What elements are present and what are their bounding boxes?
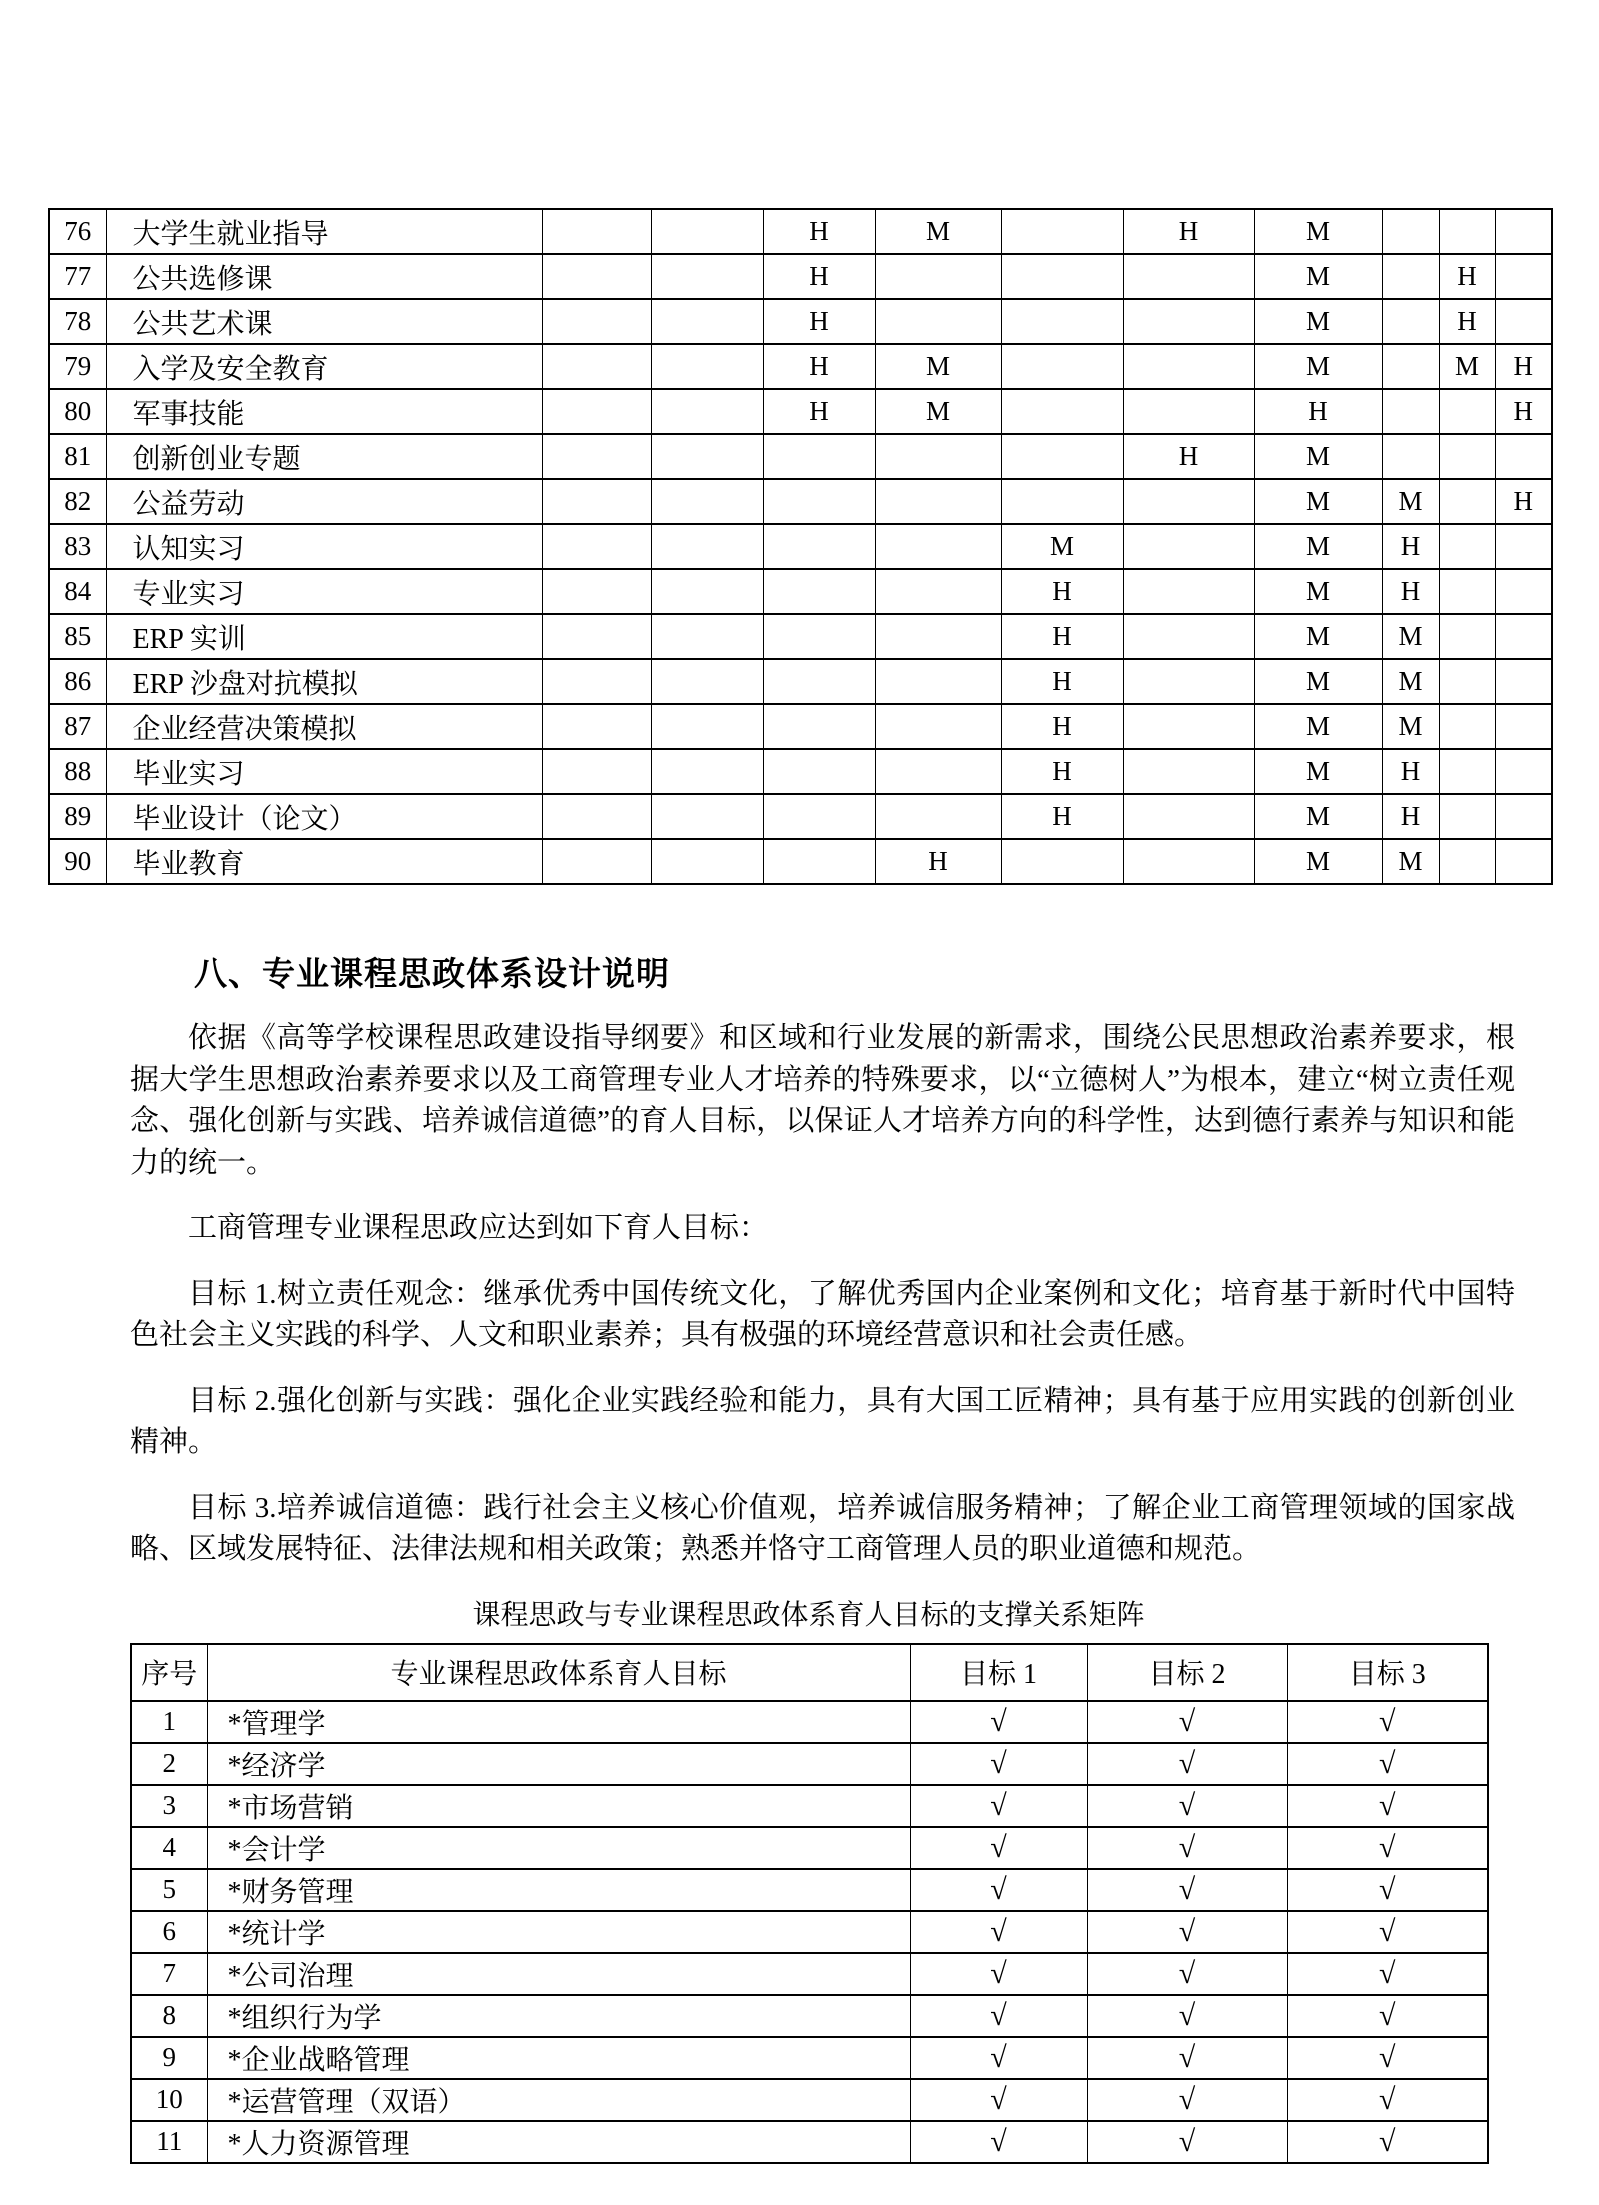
row-number-cell: 88: [49, 749, 106, 794]
row-number-cell: 81: [49, 434, 106, 479]
empty-cell: [1495, 704, 1552, 749]
matrix-table-row: [49, 839, 1552, 884]
support-level-cell: M: [1254, 344, 1382, 389]
row-number-cell: 76: [49, 209, 106, 254]
curriculum-matrix-table: [48, 208, 1553, 885]
row-number-cell: 7: [131, 1953, 207, 1995]
support-header-goal-2: 目标 2: [1087, 1644, 1287, 1701]
support-level-cell: M: [1439, 344, 1495, 389]
support-level-cell: H: [763, 389, 875, 434]
empty-cell: [542, 254, 651, 299]
checkmark-cell: √: [1287, 1743, 1488, 1785]
course-name-cell: *管理学: [207, 1701, 910, 1743]
empty-cell: [1123, 659, 1254, 704]
empty-cell: [1495, 569, 1552, 614]
empty-cell: [1382, 389, 1439, 434]
row-number-cell: 2: [131, 1743, 207, 1785]
empty-cell: [651, 704, 763, 749]
support-level-cell: H: [1001, 794, 1123, 839]
row-number-cell: 10: [131, 2079, 207, 2121]
matrix-table-row: [49, 434, 1552, 479]
matrix-table-row: [49, 389, 1552, 434]
course-name-cell: 毕业实习: [106, 749, 542, 794]
empty-cell: [542, 389, 651, 434]
matrix-table-row: [49, 524, 1552, 569]
checkmark-cell: √: [1287, 1827, 1488, 1869]
support-table-row: [131, 1953, 1488, 1995]
checkmark-cell: √: [910, 1911, 1087, 1953]
empty-cell: [1123, 299, 1254, 344]
support-table-row: [131, 1785, 1488, 1827]
support-header-courses: 专业课程思政体系育人目标: [207, 1644, 910, 1701]
matrix-table-row: [49, 704, 1552, 749]
empty-cell: [1382, 299, 1439, 344]
support-level-cell: M: [1254, 479, 1382, 524]
support-level-cell: M: [1254, 749, 1382, 794]
support-level-cell: M: [1254, 704, 1382, 749]
support-level-cell: M: [1254, 209, 1382, 254]
empty-cell: [651, 254, 763, 299]
course-name-cell: *企业战略管理: [207, 2037, 910, 2079]
support-table-header-row: [131, 1644, 1488, 1701]
empty-cell: [1495, 614, 1552, 659]
checkmark-cell: √: [1287, 1995, 1488, 2037]
empty-cell: [763, 479, 875, 524]
empty-cell: [1495, 524, 1552, 569]
support-table-row: [131, 1701, 1488, 1743]
support-table-row: [131, 1827, 1488, 1869]
empty-cell: [542, 749, 651, 794]
support-header-no: 序号: [131, 1644, 207, 1701]
empty-cell: [1001, 209, 1123, 254]
row-number-cell: 82: [49, 479, 106, 524]
support-level-cell: M: [1382, 614, 1439, 659]
empty-cell: [1439, 479, 1495, 524]
empty-cell: [1495, 299, 1552, 344]
support-level-cell: M: [875, 209, 1001, 254]
checkmark-cell: √: [1287, 2121, 1488, 2163]
empty-cell: [875, 659, 1001, 704]
checkmark-cell: √: [910, 1995, 1087, 2037]
empty-cell: [651, 344, 763, 389]
checkmark-cell: √: [1287, 1869, 1488, 1911]
empty-cell: [1439, 839, 1495, 884]
matrix-table-row: [49, 254, 1552, 299]
empty-cell: [763, 794, 875, 839]
support-table-row: [131, 1995, 1488, 2037]
checkmark-cell: √: [910, 1743, 1087, 1785]
checkmark-cell: √: [910, 1785, 1087, 1827]
checkmark-cell: √: [1287, 1911, 1488, 1953]
checkmark-cell: √: [1087, 1911, 1287, 1953]
empty-cell: [1382, 344, 1439, 389]
checkmark-cell: √: [1087, 2079, 1287, 2121]
empty-cell: [763, 434, 875, 479]
checkmark-cell: √: [910, 1827, 1087, 1869]
matrix-table-row: [49, 659, 1552, 704]
checkmark-cell: √: [1087, 2037, 1287, 2079]
empty-cell: [1439, 389, 1495, 434]
support-level-cell: M: [1254, 614, 1382, 659]
checkmark-cell: √: [1087, 1785, 1287, 1827]
empty-cell: [1439, 209, 1495, 254]
empty-cell: [1439, 659, 1495, 704]
support-level-cell: H: [763, 344, 875, 389]
course-name-cell: 军事技能: [106, 389, 542, 434]
support-level-cell: H: [1123, 209, 1254, 254]
empty-cell: [542, 839, 651, 884]
checkmark-cell: √: [1287, 2079, 1488, 2121]
paragraph-intro: 依据《高等学校课程思政建设指导纲要》和区域和行业发展的新需求，围绕公民思想政治素养要求，根据大学生思想政治素养要求以及工商管理专业人才培养的特殊要求，以“立德树人”为根本，建立“树立责任观念、强化创新与实践、培养诚信道德”的育人目标，以保证人才培养方向的科学性，达到德行素养与知识和能力的统一。: [130, 1022, 1515, 1179]
support-level-cell: M: [1382, 704, 1439, 749]
row-number-cell: 83: [49, 524, 106, 569]
support-level-cell: H: [1439, 254, 1495, 299]
empty-cell: [542, 434, 651, 479]
course-name-cell: *统计学: [207, 1911, 910, 1953]
row-number-cell: 9: [131, 2037, 207, 2079]
course-name-cell: *组织行为学: [207, 1995, 910, 2037]
checkmark-cell: √: [1087, 2121, 1287, 2163]
empty-cell: [1123, 344, 1254, 389]
row-number-cell: 85: [49, 614, 106, 659]
matrix-table-row: [49, 344, 1552, 389]
checkmark-cell: √: [1087, 1743, 1287, 1785]
support-level-cell: H: [1495, 479, 1552, 524]
support-header-goal-3: 目标 3: [1287, 1644, 1488, 1701]
support-level-cell: M: [1001, 524, 1123, 569]
empty-cell: [542, 614, 651, 659]
checkmark-cell: √: [1087, 1827, 1287, 1869]
row-number-cell: 8: [131, 1995, 207, 2037]
empty-cell: [651, 389, 763, 434]
checkmark-cell: √: [910, 1869, 1087, 1911]
empty-cell: [1495, 794, 1552, 839]
empty-cell: [1439, 614, 1495, 659]
course-name-cell: *公司治理: [207, 1953, 910, 1995]
checkmark-cell: √: [910, 1701, 1087, 1743]
support-table-row: [131, 2037, 1488, 2079]
support-level-cell: H: [1001, 749, 1123, 794]
empty-cell: [875, 704, 1001, 749]
empty-cell: [1382, 434, 1439, 479]
empty-cell: [1382, 209, 1439, 254]
support-level-cell: M: [1382, 839, 1439, 884]
support-level-cell: M: [1254, 254, 1382, 299]
empty-cell: [651, 524, 763, 569]
support-level-cell: M: [1382, 479, 1439, 524]
checkmark-cell: √: [1287, 1785, 1488, 1827]
row-number-cell: 11: [131, 2121, 207, 2163]
support-level-cell: H: [1001, 659, 1123, 704]
matrix-table-row: [49, 479, 1552, 524]
empty-cell: [651, 794, 763, 839]
support-level-cell: H: [875, 839, 1001, 884]
empty-cell: [1495, 254, 1552, 299]
empty-cell: [1439, 524, 1495, 569]
empty-cell: [875, 254, 1001, 299]
matrix-table-row: [49, 569, 1552, 614]
course-name-cell: 创新创业专题: [106, 434, 542, 479]
support-level-cell: H: [1382, 794, 1439, 839]
row-number-cell: 3: [131, 1785, 207, 1827]
section-heading: 八、专业课程思政体系设计说明: [194, 955, 670, 992]
checkmark-cell: √: [1087, 1869, 1287, 1911]
support-level-cell: H: [1382, 524, 1439, 569]
empty-cell: [1495, 839, 1552, 884]
row-number-cell: 79: [49, 344, 106, 389]
support-matrix-table: [130, 1643, 1489, 2164]
checkmark-cell: √: [1287, 2037, 1488, 2079]
empty-cell: [1001, 254, 1123, 299]
section-course-ideology-design: [130, 951, 1515, 2164]
course-name-cell: 大学生就业指导: [106, 209, 542, 254]
row-number-cell: 86: [49, 659, 106, 704]
support-level-cell: H: [763, 299, 875, 344]
course-name-cell: *经济学: [207, 1743, 910, 1785]
checkmark-cell: √: [910, 1953, 1087, 1995]
empty-cell: [651, 749, 763, 794]
checkmark-cell: √: [1087, 1953, 1287, 1995]
empty-cell: [542, 794, 651, 839]
course-name-cell: 公共艺术课: [106, 299, 542, 344]
course-name-cell: ERP 沙盘对抗模拟: [106, 659, 542, 704]
empty-cell: [875, 479, 1001, 524]
empty-cell: [1439, 749, 1495, 794]
empty-cell: [1123, 614, 1254, 659]
support-level-cell: M: [1254, 659, 1382, 704]
empty-cell: [875, 299, 1001, 344]
row-number-cell: 84: [49, 569, 106, 614]
empty-cell: [763, 704, 875, 749]
paragraph-goal-3: 目标 3.培养诚信道德：践行社会主义核心价值观，培养诚信服务精神；了解企业工商管理领域的国家战略、区域发展特征、法律法规和相关政策；熟悉并恪守工商管理人员的职业道德和规范。: [130, 1491, 1515, 1565]
empty-cell: [1001, 389, 1123, 434]
support-level-cell: H: [1382, 569, 1439, 614]
course-name-cell: 毕业设计（论文）: [106, 794, 542, 839]
matrix-table-row: [49, 209, 1552, 254]
empty-cell: [763, 659, 875, 704]
support-level-cell: H: [1495, 344, 1552, 389]
matrix-table-row: [49, 794, 1552, 839]
paragraph-goal-1: 目标 1.树立责任观念：继承优秀中国传统文化，了解优秀国内企业案例和文化；培育基于新时代中国特色社会主义实践的科学、人文和职业素养；具有极强的环境经营意识和社会责任感。: [130, 1277, 1515, 1351]
support-level-cell: H: [1382, 749, 1439, 794]
empty-cell: [1001, 479, 1123, 524]
course-name-cell: *人力资源管理: [207, 2121, 910, 2163]
course-name-cell: 企业经营决策模拟: [106, 704, 542, 749]
support-level-cell: M: [1254, 524, 1382, 569]
support-level-cell: H: [763, 254, 875, 299]
row-number-cell: 5: [131, 1869, 207, 1911]
paragraph-goals-lead: 工商管理专业课程思政应达到如下育人目标：: [188, 1212, 769, 1244]
matrix-table-row: [49, 614, 1552, 659]
empty-cell: [651, 569, 763, 614]
support-level-cell: M: [1254, 839, 1382, 884]
checkmark-cell: √: [1287, 1701, 1488, 1743]
support-level-cell: M: [1254, 569, 1382, 614]
course-name-cell: 入学及安全教育: [106, 344, 542, 389]
empty-cell: [542, 479, 651, 524]
empty-cell: [875, 794, 1001, 839]
row-number-cell: 4: [131, 1827, 207, 1869]
matrix-table-row: [49, 299, 1552, 344]
support-level-cell: H: [763, 209, 875, 254]
support-level-cell: M: [1254, 299, 1382, 344]
row-number-cell: 78: [49, 299, 106, 344]
empty-cell: [542, 524, 651, 569]
support-table-caption: 课程思政与专业课程思政体系育人目标的支撑关系矩阵: [472, 1599, 1145, 1631]
empty-cell: [651, 434, 763, 479]
support-level-cell: H: [1001, 704, 1123, 749]
empty-cell: [651, 299, 763, 344]
support-level-cell: M: [1254, 434, 1382, 479]
course-name-cell: *运营管理（双语）: [207, 2079, 910, 2121]
checkmark-cell: √: [910, 2121, 1087, 2163]
empty-cell: [651, 479, 763, 524]
empty-cell: [1439, 794, 1495, 839]
support-header-goal-1: 目标 1: [910, 1644, 1087, 1701]
support-table-row: [131, 2121, 1488, 2163]
row-number-cell: 80: [49, 389, 106, 434]
empty-cell: [1123, 479, 1254, 524]
empty-cell: [1123, 524, 1254, 569]
checkmark-cell: √: [910, 2079, 1087, 2121]
empty-cell: [1123, 389, 1254, 434]
support-level-cell: M: [875, 389, 1001, 434]
support-table-row: [131, 2079, 1488, 2121]
empty-cell: [542, 209, 651, 254]
empty-cell: [1382, 254, 1439, 299]
checkmark-cell: √: [1287, 1953, 1488, 1995]
empty-cell: [1495, 659, 1552, 704]
empty-cell: [1001, 344, 1123, 389]
row-number-cell: 89: [49, 794, 106, 839]
support-level-cell: H: [1439, 299, 1495, 344]
support-table-row: [131, 1869, 1488, 1911]
course-name-cell: 公益劳动: [106, 479, 542, 524]
empty-cell: [1123, 839, 1254, 884]
course-name-cell: *市场营销: [207, 1785, 910, 1827]
course-name-cell: 认知实习: [106, 524, 542, 569]
support-level-cell: H: [1254, 389, 1382, 434]
support-level-cell: H: [1123, 434, 1254, 479]
course-name-cell: 公共选修课: [106, 254, 542, 299]
empty-cell: [651, 209, 763, 254]
empty-cell: [763, 524, 875, 569]
row-number-cell: 87: [49, 704, 106, 749]
empty-cell: [542, 704, 651, 749]
empty-cell: [1001, 839, 1123, 884]
empty-cell: [1123, 749, 1254, 794]
empty-cell: [542, 659, 651, 704]
empty-cell: [763, 614, 875, 659]
empty-cell: [1123, 569, 1254, 614]
support-level-cell: H: [1495, 389, 1552, 434]
empty-cell: [1495, 209, 1552, 254]
course-name-cell: 毕业教育: [106, 839, 542, 884]
course-name-cell: *财务管理: [207, 1869, 910, 1911]
course-name-cell: *会计学: [207, 1827, 910, 1869]
empty-cell: [1001, 299, 1123, 344]
empty-cell: [763, 839, 875, 884]
support-table-row: [131, 1743, 1488, 1785]
empty-cell: [651, 614, 763, 659]
paragraph-goal-2: 目标 2.强化创新与实践：强化企业实践经验和能力，具有大国工匠精神；具有基于应用实践的创新创业精神。: [130, 1384, 1515, 1458]
empty-cell: [763, 569, 875, 614]
empty-cell: [1439, 434, 1495, 479]
checkmark-cell: √: [910, 2037, 1087, 2079]
row-number-cell: 77: [49, 254, 106, 299]
empty-cell: [875, 434, 1001, 479]
empty-cell: [875, 569, 1001, 614]
checkmark-cell: √: [1087, 1995, 1287, 2037]
empty-cell: [1439, 704, 1495, 749]
empty-cell: [542, 344, 651, 389]
empty-cell: [1123, 704, 1254, 749]
empty-cell: [542, 299, 651, 344]
empty-cell: [651, 659, 763, 704]
empty-cell: [651, 839, 763, 884]
course-name-cell: 专业实习: [106, 569, 542, 614]
support-level-cell: H: [1001, 614, 1123, 659]
empty-cell: [763, 749, 875, 794]
empty-cell: [875, 749, 1001, 794]
empty-cell: [875, 524, 1001, 569]
row-number-cell: 6: [131, 1911, 207, 1953]
empty-cell: [542, 569, 651, 614]
course-name-cell: ERP 实训: [106, 614, 542, 659]
support-level-cell: H: [1001, 569, 1123, 614]
support-level-cell: M: [875, 344, 1001, 389]
empty-cell: [1495, 749, 1552, 794]
checkmark-cell: √: [1087, 1701, 1287, 1743]
empty-cell: [1123, 254, 1254, 299]
empty-cell: [1001, 434, 1123, 479]
empty-cell: [1495, 434, 1552, 479]
empty-cell: [875, 614, 1001, 659]
row-number-cell: 90: [49, 839, 106, 884]
support-level-cell: M: [1382, 659, 1439, 704]
row-number-cell: 1: [131, 1701, 207, 1743]
support-level-cell: M: [1254, 794, 1382, 839]
matrix-table-row: [49, 749, 1552, 794]
empty-cell: [1123, 794, 1254, 839]
support-table-row: [131, 1911, 1488, 1953]
empty-cell: [1439, 569, 1495, 614]
